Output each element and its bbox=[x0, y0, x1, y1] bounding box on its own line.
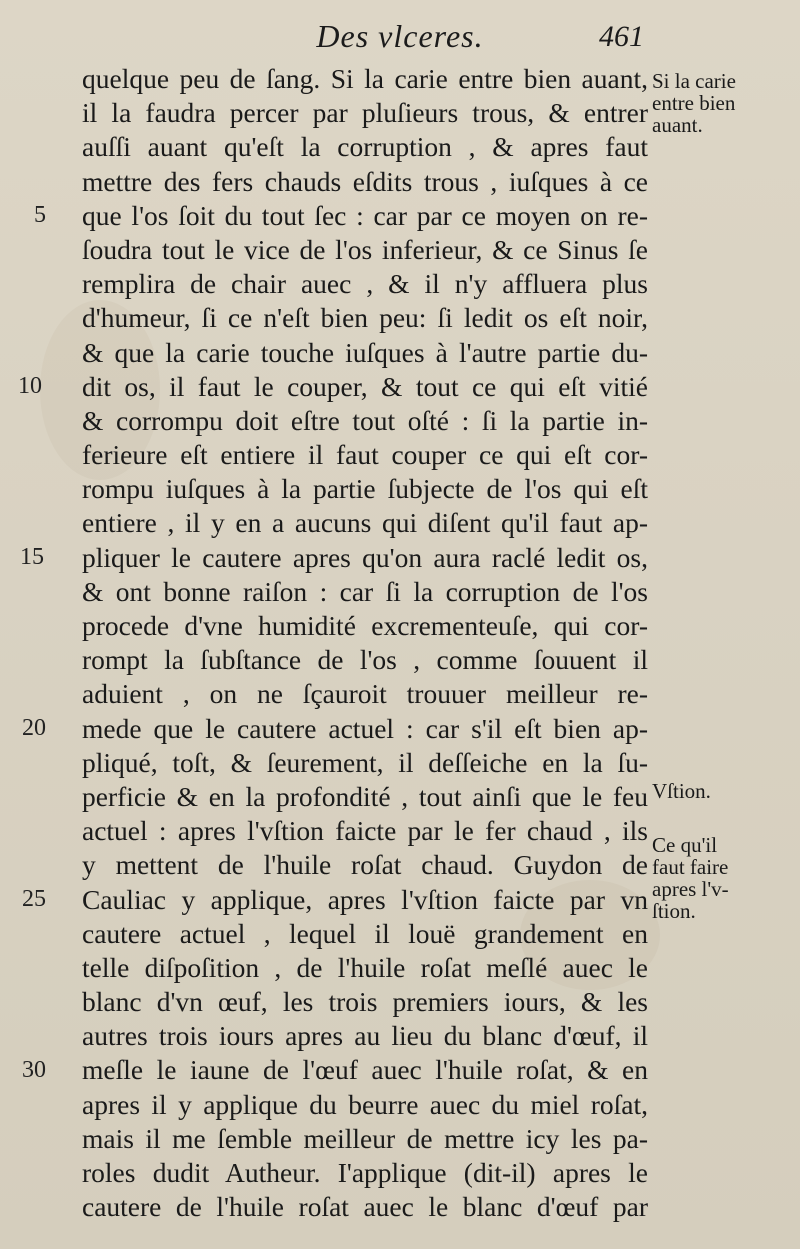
line-number: 25 bbox=[22, 886, 46, 912]
text-line: apres il y applique du beurre auec du miel roſat, bbox=[82, 1088, 648, 1120]
text-line: aduient , on ne ſçauroit trouuer meilleur re- bbox=[82, 678, 648, 710]
margin-note-line: ſtion. bbox=[652, 899, 696, 923]
text-line: & corrompu doit eſtre tout oſté : ſi la partie in- bbox=[82, 404, 648, 436]
text-line: rompu iuſques à la partie ſubjecte de l'os qui eſt bbox=[82, 473, 648, 505]
line-number: 10 bbox=[18, 373, 42, 399]
text-line: & que la carie touche iuſques à l'autre partie du- bbox=[82, 336, 648, 368]
text-line: Cauliac y applique, apres l'vſtion faicte par vn bbox=[82, 883, 648, 915]
margin-note-line: Vſtion. bbox=[652, 779, 711, 803]
text-line: procede d'vne humidité excrementeuſe, qui cor- bbox=[82, 610, 648, 641]
text-line: remplira de chair auec , & il n'y affluera plus bbox=[82, 268, 648, 300]
text-line: quelque peu de ſang. Si la carie entre bien auant, bbox=[82, 63, 648, 94]
text-line: auſſi auant qu'eſt la corruption , & apres faut bbox=[82, 131, 648, 163]
page-number: 461 bbox=[599, 20, 644, 53]
text-line: mede que le cautere actuel : car s'il eſt bien ap- bbox=[82, 712, 648, 744]
text-line: mais il me ſemble meilleur de mettre icy les pa- bbox=[82, 1122, 648, 1154]
line-number: 5 bbox=[34, 202, 46, 228]
margin-note-line: entre bien bbox=[652, 91, 736, 115]
text-line: pliqué, toſt, & ſeurement, il deſſeiche en la ſu- bbox=[82, 746, 648, 778]
text-line: actuel : apres l'vſtion faicte par le fer chaud , ils bbox=[82, 815, 648, 847]
text-line: entiere , il y en a aucuns qui diſent qu'il faut ap- bbox=[82, 507, 648, 539]
text-line: cautere actuel , lequel il louë grandement en bbox=[82, 917, 648, 949]
text-line: blanc d'vn œuf, les trois premiers iours, & les bbox=[82, 986, 648, 1018]
text-line: ferieure eſt entiere il faut couper ce qui eſt cor- bbox=[82, 439, 648, 471]
text-line: ſoudra tout le vice de l'os inferieur, & ce Sinus ſe bbox=[82, 233, 648, 265]
text-line: cautere de l'huile roſat auec le blanc d'œuf par bbox=[82, 1191, 648, 1223]
text-line: telle diſpoſition , de l'huile roſat meſlé auec le bbox=[82, 951, 648, 983]
text-line: rompt la ſubſtance de l'os , comme ſouuent il bbox=[82, 644, 648, 676]
text-line: y mettent de l'huile roſat chaud. Guydon de bbox=[82, 849, 648, 881]
text-line: d'humeur, ſi ce n'eſt bien peu: ſi ledit os eſt noir, bbox=[82, 302, 648, 334]
line-number: 20 bbox=[22, 715, 46, 741]
text-line: autres trois iours apres au lieu du blanc d'œuf, il bbox=[82, 1020, 648, 1052]
main-text bbox=[82, 62, 648, 1224]
margin-note-line: faut faire bbox=[652, 855, 729, 879]
margin-note-line: Si la carie bbox=[652, 69, 736, 93]
line-number: 15 bbox=[20, 544, 44, 570]
margin-note-line: Ce qu'il bbox=[652, 833, 718, 857]
margin-note-line: apres l'v- bbox=[652, 877, 729, 901]
text-line: que l'os ſoit du tout ſec : car par ce moyen on re- bbox=[82, 199, 648, 231]
text-line: perficie & en la profondité , tout ainſi que le feu bbox=[82, 780, 648, 812]
text-line: il la faudra percer par pluſieurs trous, & entrer bbox=[82, 97, 648, 129]
text-line: meſle le iaune de l'œuf auec l'huile roſat, & en bbox=[82, 1054, 648, 1086]
text-line: & ont bonne raiſon : car ſi la corruption de l'os bbox=[82, 575, 648, 607]
text-line: roles dudit Autheur. I'applique (dit-il) apres le bbox=[82, 1157, 648, 1188]
line-number: 30 bbox=[22, 1057, 46, 1083]
margin-note-line: auant. bbox=[652, 113, 703, 137]
text-line: mettre des fers chauds eſdits trous , iuſques à ce bbox=[82, 165, 648, 197]
text-line: dit os, il faut le couper, & tout ce qui eſt vitié bbox=[82, 370, 648, 402]
running-title: Des vlceres. bbox=[316, 18, 484, 54]
text-line: pliquer le cautere apres qu'on aura raclé ledit os, bbox=[82, 541, 648, 573]
